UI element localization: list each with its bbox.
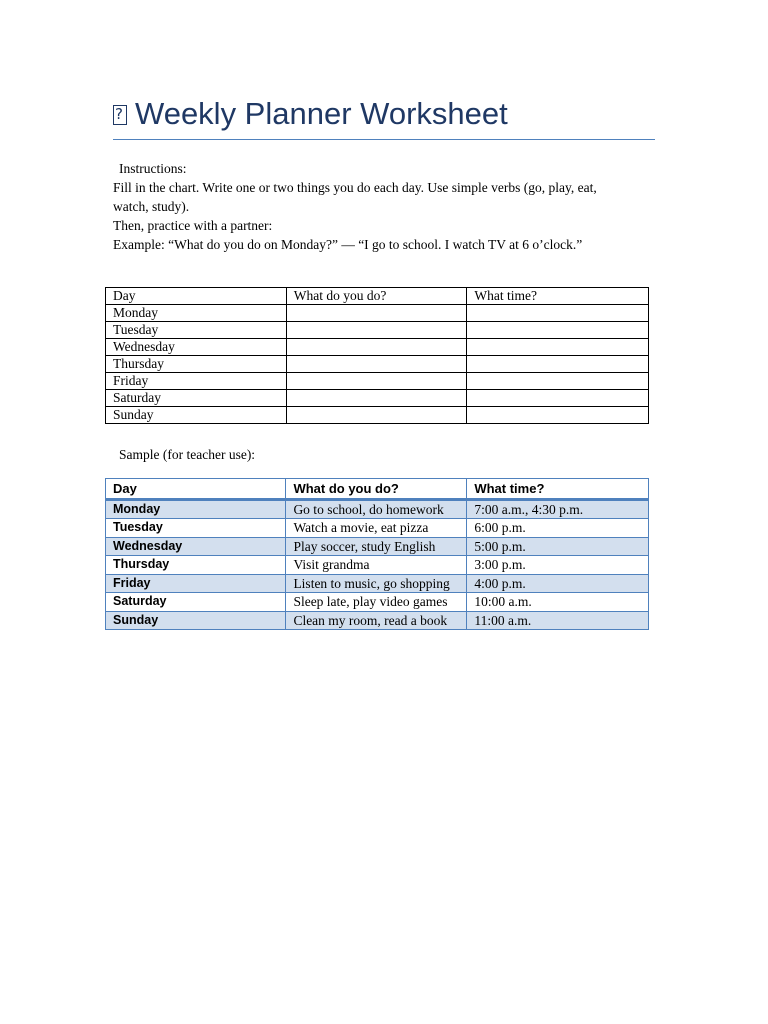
time-cell[interactable]: [467, 305, 649, 322]
table-row: [106, 593, 649, 612]
activity-cell: Play soccer, study English: [286, 537, 467, 556]
time-cell[interactable]: [467, 390, 649, 407]
day-cell: Saturday: [106, 390, 287, 407]
header-activity: What do you do?: [286, 288, 467, 305]
activity-cell: Clean my room, read a book: [286, 611, 467, 630]
time-cell: 4:00 p.m.: [467, 574, 649, 593]
title-text: Weekly Planner Worksheet: [135, 96, 508, 131]
table-header-row: [106, 479, 649, 500]
table-row: [106, 611, 649, 630]
day-cell: Friday: [106, 574, 286, 593]
table-row: [106, 537, 649, 556]
header-day: Day: [106, 288, 287, 305]
header-activity: What do you do?: [286, 479, 467, 500]
table-row: [106, 373, 649, 390]
sample-planner-table: [105, 478, 649, 630]
activity-cell[interactable]: [286, 305, 467, 322]
day-cell: Monday: [106, 500, 286, 519]
page-title: [113, 92, 658, 136]
table-row: [106, 356, 649, 373]
header-day: Day: [106, 479, 286, 500]
time-cell[interactable]: [467, 407, 649, 424]
time-cell: 11:00 a.m.: [467, 611, 649, 630]
day-cell: Thursday: [106, 356, 287, 373]
day-cell: Wednesday: [106, 339, 287, 356]
table-row: [106, 322, 649, 339]
table-row: [106, 390, 649, 407]
activity-cell: Sleep late, play video games: [286, 593, 467, 612]
instruction-line: Fill in the chart. Write one or two things you do each day. Use simple verbs (go, play, eat,: [113, 180, 597, 195]
instruction-line: Example: “What do you do on Monday?” — “I go to school. I watch TV at 6 o’clock.”: [113, 237, 583, 252]
day-cell: Saturday: [106, 593, 286, 612]
day-cell: Tuesday: [106, 322, 287, 339]
time-cell: 5:00 p.m.: [467, 537, 649, 556]
header-time: What time?: [467, 288, 649, 305]
table-row: [106, 407, 649, 424]
table-row: [106, 556, 649, 575]
activity-cell: Visit grandma: [286, 556, 467, 575]
title-underline: [113, 139, 655, 140]
header-time: What time?: [467, 479, 649, 500]
sample-label: Sample (for teacher use):: [119, 447, 256, 462]
time-cell[interactable]: [467, 322, 649, 339]
instruction-line: watch, study).: [113, 199, 190, 214]
time-cell[interactable]: [467, 373, 649, 390]
table-row: [106, 305, 649, 322]
day-cell: Thursday: [106, 556, 286, 575]
table-row: [106, 500, 649, 519]
day-cell: Monday: [106, 305, 287, 322]
instructions-label: Instructions:: [119, 161, 187, 176]
activity-cell[interactable]: [286, 373, 467, 390]
table-row: [106, 339, 649, 356]
activity-cell: Go to school, do homework: [286, 500, 467, 519]
time-cell: 7:00 a.m., 4:30 p.m.: [467, 500, 649, 519]
activity-cell[interactable]: [286, 339, 467, 356]
time-cell[interactable]: [467, 356, 649, 373]
time-cell[interactable]: [467, 339, 649, 356]
table-row: [106, 574, 649, 593]
day-cell: Sunday: [106, 611, 286, 630]
time-cell: 3:00 p.m.: [467, 556, 649, 575]
activity-cell[interactable]: [286, 322, 467, 339]
activity-cell[interactable]: [286, 356, 467, 373]
activity-cell: Listen to music, go shopping: [286, 574, 467, 593]
day-cell: Tuesday: [106, 519, 286, 538]
time-cell: 10:00 a.m.: [467, 593, 649, 612]
activity-cell: Watch a movie, eat pizza: [286, 519, 467, 538]
activity-cell[interactable]: [286, 407, 467, 424]
day-cell: Friday: [106, 373, 287, 390]
day-cell: Sunday: [106, 407, 287, 424]
day-cell: Wednesday: [106, 537, 286, 556]
table-row: [106, 519, 649, 538]
activity-cell[interactable]: [286, 390, 467, 407]
missing-glyph-icon: [113, 105, 127, 125]
table-header-row: [106, 288, 649, 305]
time-cell: 6:00 p.m.: [467, 519, 649, 538]
instructions-text: [113, 178, 658, 254]
instruction-line: Then, practice with a partner:: [113, 218, 273, 233]
blank-planner-table: [105, 287, 649, 424]
